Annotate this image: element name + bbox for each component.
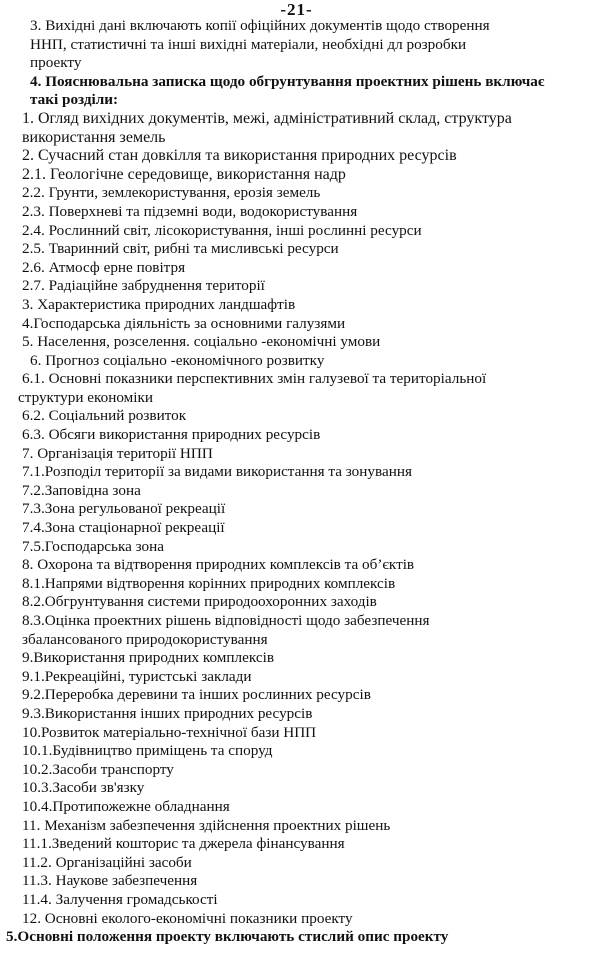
- section-3-line-3: проекту: [30, 54, 82, 72]
- toc-item-2-5: 2.5. Тваринний світ, рибні та мисливські ресурси: [22, 240, 339, 258]
- toc-item-12: 12. Основні еколого-економічні показники проекту: [22, 909, 353, 927]
- toc-item-6: 6. Прогноз соціально -економічного розвитку: [30, 351, 325, 369]
- toc-item-9-3: 9.3.Використання інших природних ресурсів: [22, 704, 313, 722]
- toc-item-6-1-line-1: 6.1. Основні показники перспективних змін галузевої та територіальної: [22, 370, 487, 388]
- toc-item-6-3: 6.3. Обсяги використання природних ресурсів: [22, 426, 321, 444]
- toc-item-7-1: 7.1.Розподіл території за видами використання та зонування: [22, 463, 412, 481]
- section-4-heading-line-1: 4. Пояснювальна записка щодо обгрунтування проектних рішень включає: [30, 72, 545, 90]
- toc-item-6-1-line-2: структури економіки: [18, 388, 153, 406]
- toc-item-5: 5. Населення, розселення. соціально -економічні умови: [22, 333, 381, 351]
- toc-item-11-1: 11.1.Зведений кошторис та джерела фінансування: [22, 835, 345, 853]
- toc-item-7-4: 7.4.Зона стаціонарної рекреації: [22, 519, 225, 537]
- page-number: -21-: [280, 0, 313, 19]
- toc-item-9-1: 9.1.Рекреаційні, туристські заклади: [22, 667, 252, 685]
- toc-item-11-3: 11.3. Наукове забезпечення: [22, 872, 198, 890]
- toc-item-2-3: 2.3. Поверхневі та підземні води, водокористування: [22, 202, 358, 220]
- toc-item-8-3-line-2: збалансованого природокористування: [22, 630, 268, 648]
- toc-item-7: 7. Організація території НПП: [22, 444, 213, 462]
- toc-item-2-7: 2.7. Радіаційне забруднення території: [22, 277, 265, 295]
- toc-item-11-4: 11.4. Залучення громадськості: [22, 890, 218, 908]
- section-4-heading-line-2: такі розділи:: [30, 91, 119, 109]
- toc-item-10-1: 10.1.Будівництво приміщень та споруд: [22, 742, 273, 760]
- toc-item-8-1: 8.1.Напрями відтворення корінних природних комплексів: [22, 574, 396, 592]
- toc-item-8-3-line-1: 8.3.Оцінка проектних рішень відповідності щодо забезпечення: [22, 612, 430, 629]
- toc-item-4: 4.Господарська діяльність за основними галузями: [22, 314, 346, 332]
- section-3-line-2: ННП, статистичні та інші вихідні матеріали, необхідні дл розробки: [30, 35, 467, 53]
- toc-item-2-1: 2.1. Геологічне середовище, використання надр: [22, 165, 346, 183]
- toc-item-2-6: 2.6. Атмосф ерне повітря: [22, 258, 186, 276]
- toc-item-9-2: 9.2.Переробка деревини та інших рослинних ресурсів: [22, 686, 371, 704]
- toc-item-7-5: 7.5.Господарська зона: [22, 537, 165, 555]
- toc-item-8-2: 8.2.Обгрунтування системи природоохоронних заходів: [22, 593, 377, 611]
- toc-item-7-3: 7.3.Зона регульованої рекреації: [22, 500, 226, 518]
- toc-item-10: 10.Розвиток матеріально-технічної бази НПП: [22, 723, 317, 741]
- toc-item-1-line-1: 1. Огляд вихідних документів, межі, адміністративний склад, структура: [22, 109, 512, 127]
- toc-item-10-4: 10.4.Протипожежне обладнання: [22, 797, 230, 815]
- toc-item-2: 2. Сучасний стан довкілля та використання природних ресурсів: [22, 147, 457, 165]
- toc-item-10-2: 10.2.Засоби транспорту: [22, 760, 174, 778]
- toc-item-2-4: 2.4. Рослинний світ, лісокористування, інші рослинні ресурси: [22, 221, 422, 239]
- toc-item-11: 11. Механізм забезпечення здійснення проектних рішень: [22, 816, 391, 834]
- document-body: [6, 17, 586, 947]
- toc-item-6-2: 6.2. Соціальний розвиток: [22, 407, 187, 425]
- toc-item-3: 3. Характеристика природних ландшафтів: [22, 295, 296, 313]
- toc-item-1-line-2: використання земель: [22, 128, 166, 146]
- toc-item-8: 8. Охорона та відтворення природних комплексів та об’єктів: [22, 556, 415, 574]
- toc-item-2-2: 2.2. Грунти, землекористування, ерозія земель: [22, 184, 321, 202]
- section-5-heading: 5.Основні положення проекту включають стислий опис проекту: [6, 928, 449, 946]
- toc-item-7-2: 7.2.Заповідна зона: [22, 481, 141, 499]
- toc-item-10-3: 10.3.Засоби зв'язку: [22, 779, 145, 797]
- toc-item-11-2: 11.2. Організаційні засоби: [22, 853, 192, 871]
- section-3-line-1: 3. Вихідні дані включають копії офіційних документів щодо створення: [30, 17, 490, 34]
- toc-item-9: 9.Використання природних комплексів: [22, 649, 274, 667]
